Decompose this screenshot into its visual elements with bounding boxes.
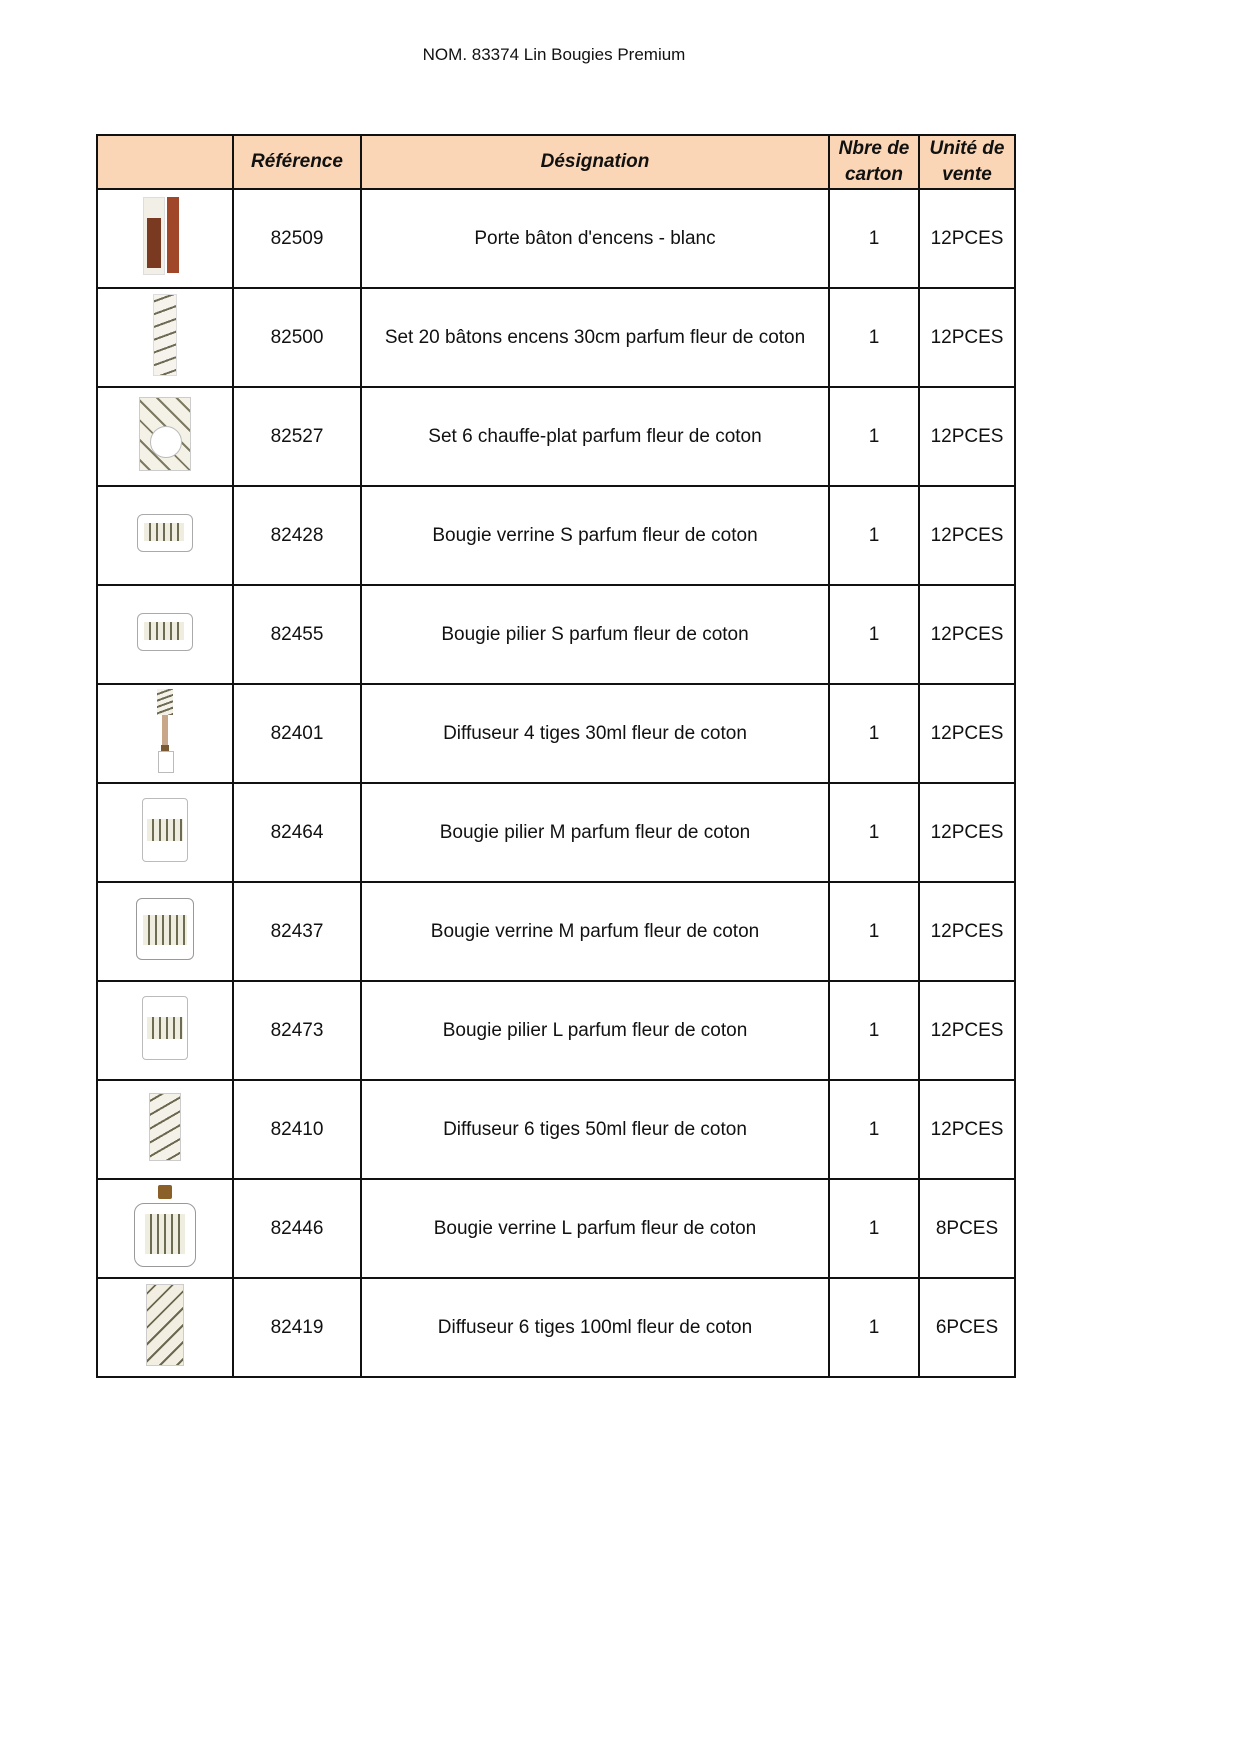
unite-vente-cell: 12PCES <box>919 684 1015 783</box>
nb-carton-cell: 1 <box>829 1278 919 1377</box>
designation-cell: Diffuseur 6 tiges 50ml fleur de coton <box>361 1080 829 1179</box>
thumbnail-cell <box>97 783 233 882</box>
tealight-set-image <box>139 397 191 471</box>
nb-carton-cell: 1 <box>829 288 919 387</box>
nb-carton-cell: 1 <box>829 387 919 486</box>
header-nb-carton-line2: carton <box>844 164 904 185</box>
unite-vente-cell: 12PCES <box>919 981 1015 1080</box>
thumbnail-cell <box>97 189 233 288</box>
reference-cell: 82473 <box>233 981 361 1080</box>
header-row <box>97 135 1015 189</box>
nb-carton-cell: 1 <box>829 882 919 981</box>
designation-cell: Bougie pilier M parfum fleur de coton <box>361 783 829 882</box>
designation-cell: Bougie verrine M parfum fleur de coton <box>361 882 829 981</box>
designation-cell: Diffuseur 4 tiges 30ml fleur de coton <box>361 684 829 783</box>
designation-cell: Bougie verrine S parfum fleur de coton <box>361 486 829 585</box>
small-jar-candle-image <box>137 514 193 552</box>
reference-cell: 82410 <box>233 1080 361 1179</box>
header-designation: Désignation <box>361 135 829 189</box>
table-row <box>97 189 1015 288</box>
header-reference: Référence <box>233 135 361 189</box>
designation-cell: Bougie verrine L parfum fleur de coton <box>361 1179 829 1278</box>
thumbnail-cell <box>97 585 233 684</box>
header-nb-carton <box>829 135 919 189</box>
table-row <box>97 1080 1015 1179</box>
designation-cell: Set 20 bâtons encens 30cm parfum fleur de coton <box>361 288 829 387</box>
product-table <box>96 134 1016 1378</box>
document-title: NOM. 83374 Lin Bougies Premium <box>422 45 686 64</box>
thumbnail-cell <box>97 387 233 486</box>
table-row <box>97 288 1015 387</box>
reference-cell: 82419 <box>233 1278 361 1377</box>
designation-cell: Bougie pilier S parfum fleur de coton <box>361 585 829 684</box>
incense-holder-image <box>141 197 189 275</box>
reference-cell: 82509 <box>233 189 361 288</box>
header-image <box>97 135 233 189</box>
small-pillar-candle-image <box>137 613 193 651</box>
unite-vente-cell: 12PCES <box>919 288 1015 387</box>
header-unite-vente-line2: vente <box>942 164 992 185</box>
designation-cell: Bougie pilier L parfum fleur de coton <box>361 981 829 1080</box>
unite-vente-cell: 8PCES <box>919 1179 1015 1278</box>
nb-carton-cell: 1 <box>829 783 919 882</box>
thumbnail-cell <box>97 1080 233 1179</box>
table-row <box>97 882 1015 981</box>
unite-vente-cell: 12PCES <box>919 486 1015 585</box>
thumbnail-cell <box>97 288 233 387</box>
nb-carton-cell: 1 <box>829 189 919 288</box>
unite-vente-cell: 12PCES <box>919 1080 1015 1179</box>
nb-carton-cell: 1 <box>829 486 919 585</box>
table-row <box>97 1179 1015 1278</box>
reference-cell: 82446 <box>233 1179 361 1278</box>
table-row <box>97 684 1015 783</box>
thumbnail-cell <box>97 486 233 585</box>
table-row <box>97 585 1015 684</box>
table-header <box>97 135 1015 189</box>
nb-carton-cell: 1 <box>829 684 919 783</box>
nb-carton-cell: 1 <box>829 1179 919 1278</box>
header-unite-vente-line1: Unité de <box>929 138 1005 159</box>
nb-carton-cell: 1 <box>829 981 919 1080</box>
thumbnail-cell <box>97 684 233 783</box>
medium-diffuser-image <box>149 1093 181 1161</box>
designation-cell: Diffuseur 6 tiges 100ml fleur de coton <box>361 1278 829 1377</box>
thumbnail-cell <box>97 981 233 1080</box>
nb-carton-cell: 1 <box>829 585 919 684</box>
unite-vente-cell: 6PCES <box>919 1278 1015 1377</box>
medium-jar-candle-image <box>136 898 194 960</box>
header-unite-vente <box>919 135 1015 189</box>
header-nb-carton-line1: Nbre de <box>838 138 910 159</box>
unite-vente-cell: 12PCES <box>919 189 1015 288</box>
nb-carton-cell: 1 <box>829 1080 919 1179</box>
thumbnail-cell <box>97 1278 233 1377</box>
designation-cell: Set 6 chauffe-plat parfum fleur de coton <box>361 387 829 486</box>
large-jar-candle-image <box>134 1185 196 1267</box>
medium-pillar-candle-image <box>142 798 188 862</box>
unite-vente-cell: 12PCES <box>919 783 1015 882</box>
large-pillar-candle-image <box>142 996 188 1060</box>
unite-vente-cell: 12PCES <box>919 882 1015 981</box>
reference-cell: 82428 <box>233 486 361 585</box>
reference-cell: 82464 <box>233 783 361 882</box>
incense-sticks-image <box>153 294 177 376</box>
unite-vente-cell: 12PCES <box>919 387 1015 486</box>
table-row <box>97 387 1015 486</box>
thumbnail-cell <box>97 882 233 981</box>
unite-vente-cell: 12PCES <box>919 585 1015 684</box>
reference-cell: 82401 <box>233 684 361 783</box>
table-row <box>97 1278 1015 1377</box>
large-diffuser-image <box>146 1284 184 1366</box>
small-diffuser-image <box>155 689 175 773</box>
reference-cell: 82500 <box>233 288 361 387</box>
table-row <box>97 486 1015 585</box>
thumbnail-cell <box>97 1179 233 1278</box>
designation-cell: Porte bâton d'encens - blanc <box>361 189 829 288</box>
table-row <box>97 981 1015 1080</box>
reference-cell: 82527 <box>233 387 361 486</box>
table-row <box>97 783 1015 882</box>
reference-cell: 82437 <box>233 882 361 981</box>
reference-cell: 82455 <box>233 585 361 684</box>
